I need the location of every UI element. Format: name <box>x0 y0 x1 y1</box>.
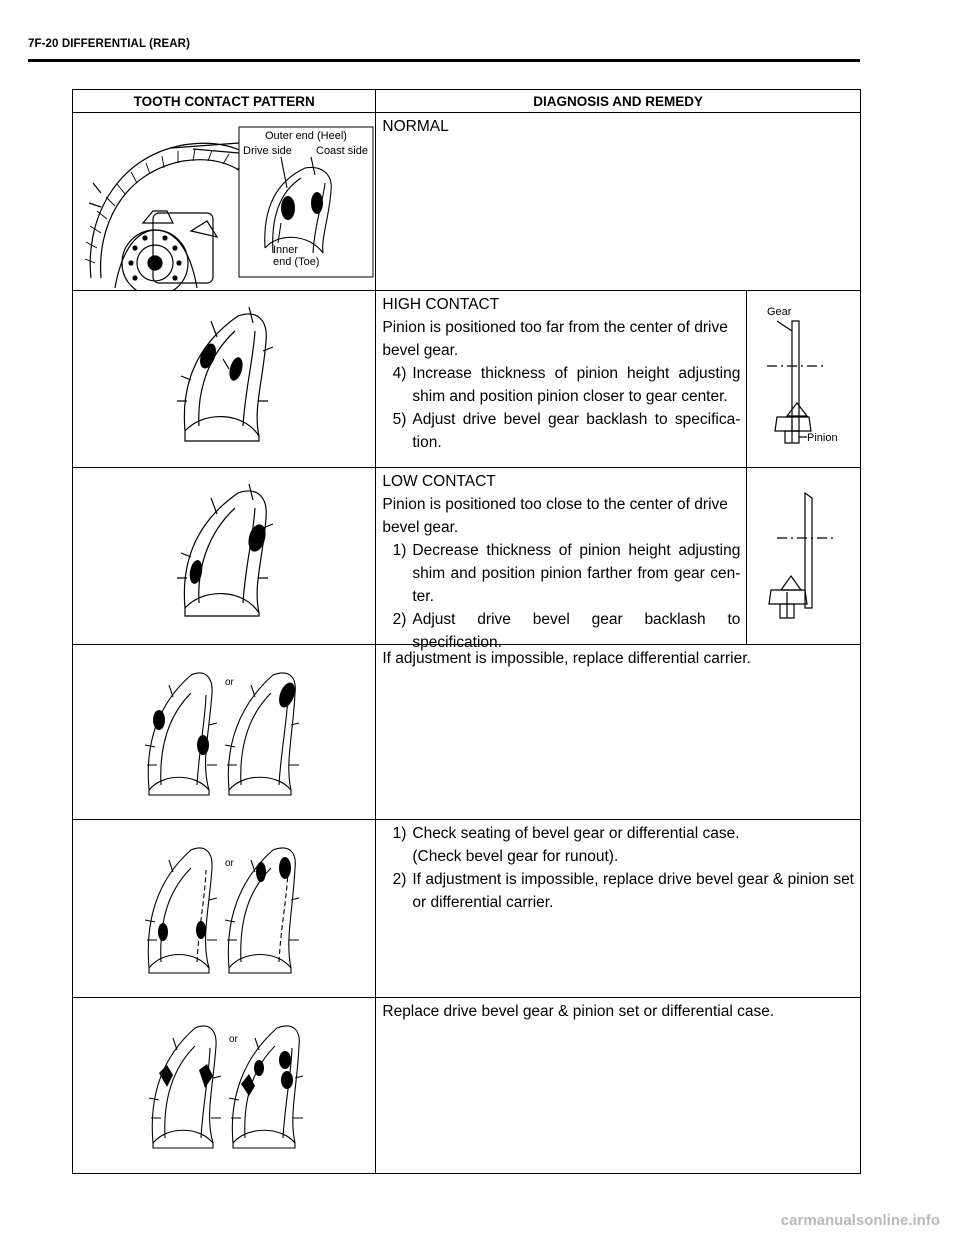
normal-diagnosis: NORMAL <box>382 118 449 135</box>
list-item: 5) Adjust drive bevel gear backlash to specifica-tion. <box>392 411 741 451</box>
table-row <box>73 468 861 645</box>
tooth-pair-illustration-5 <box>73 820 376 998</box>
table-row <box>73 291 861 468</box>
contact-mark-icon <box>279 1051 291 1069</box>
gear-label: Gear <box>767 306 792 318</box>
inner-label: Inner <box>273 244 299 256</box>
diagnosis-6: Replace drive bevel gear & pinion set or differential case. <box>382 1003 775 1020</box>
pinion-label: Pinion <box>807 432 838 444</box>
list-item: 2) Adjust drive bevel gear backlash to specification. <box>392 611 741 651</box>
or-label: or <box>225 858 234 869</box>
contact-mark-icon <box>197 735 209 755</box>
high-contact-pattern-cell <box>73 291 376 468</box>
contact-mark-icon <box>281 1071 293 1089</box>
list-item: 4) Increase thickness of pinion height adjusting shim and position pinion closer to gear center. <box>392 365 741 405</box>
contact-mark-icon <box>254 1060 264 1076</box>
drive-side-contact-icon <box>281 196 295 220</box>
normal-diagnosis-cell <box>376 113 861 291</box>
end-toe-label: end (Toe) <box>273 256 320 268</box>
low-contact-tooth-illustration <box>73 468 376 644</box>
pattern-cell-6 <box>73 998 376 1174</box>
contact-mark-icon <box>279 857 291 879</box>
low-contact-pattern-cell <box>73 468 376 645</box>
normal-pattern-cell <box>73 113 376 291</box>
low-contact-title: LOW CONTACT <box>382 473 496 490</box>
list-item: 1) Check seating of bevel gear or differential case. <box>392 825 740 842</box>
list-item: (Check bevel gear for runout). <box>412 848 619 865</box>
diagnosis-cell-6 <box>376 998 861 1174</box>
tooth-contact-table <box>72 89 861 1174</box>
contact-mark-icon <box>256 862 266 882</box>
pattern-cell-5 <box>73 820 376 998</box>
outer-end-label: Outer end (Heel) <box>265 130 347 142</box>
col-header-pattern: TOOTH CONTACT PATTERN <box>73 90 376 113</box>
contact-mark-icon <box>196 921 206 939</box>
contact-mark-icon <box>158 923 168 941</box>
contact-mark-icon <box>159 1065 173 1087</box>
high-contact-tooth-illustration <box>73 291 376 467</box>
high-contact-title: HIGH CONTACT <box>382 296 500 313</box>
or-label: or <box>229 1034 238 1045</box>
diagnosis-cell-4 <box>376 645 861 820</box>
diagnosis-4: If adjustment is impossible, replace differential carrier. <box>382 650 751 667</box>
gear-pinion-diagram-low <box>747 468 860 644</box>
high-contact-desc: Pinion is positioned too far from the center of drive bevel gear. <box>382 319 728 359</box>
header-rule <box>28 59 860 62</box>
coast-side-label: Coast side <box>316 145 368 157</box>
table-row <box>73 820 861 998</box>
low-drive-contact-icon <box>188 559 204 585</box>
coast-side-contact-icon <box>311 192 323 214</box>
table-row <box>73 645 861 820</box>
pattern-cell-4 <box>73 645 376 820</box>
list-item: 1) Decrease thickness of pinion height adjusting shim and position pinion farther from gear cen-ter. <box>392 542 741 605</box>
high-contact-diagnosis-cell <box>376 291 861 468</box>
page-header: 7F-20 DIFFERENTIAL (REAR) <box>28 38 191 50</box>
table-header-row <box>73 90 861 113</box>
table-row <box>73 113 861 291</box>
contact-mark-icon <box>153 710 165 730</box>
normal-gear-illustration <box>73 113 376 291</box>
tooth-pair-illustration-6 <box>73 998 376 1174</box>
contact-mark-icon <box>241 1074 255 1096</box>
low-contact-desc: Pinion is positioned too close to the center of drive bevel gear. <box>382 496 728 536</box>
gear-pinion-diagram <box>747 291 860 467</box>
drive-side-label: Drive side <box>243 145 292 157</box>
table-row <box>73 998 861 1174</box>
contact-mark-icon <box>199 1064 213 1088</box>
diagnosis-cell-5 <box>376 820 861 998</box>
high-coast-contact-icon <box>227 356 245 382</box>
col-header-diagnosis: DIAGNOSIS AND REMEDY <box>376 90 861 113</box>
tooth-pair-illustration-4 <box>73 645 376 820</box>
watermark: carmanualsonline.info <box>780 1212 940 1229</box>
list-item: 2) If adjustment is impossible, replace drive bevel gear & pinion set or differential carrier. <box>392 871 854 911</box>
low-contact-diagnosis-cell <box>376 468 861 651</box>
or-label: or <box>225 677 234 688</box>
